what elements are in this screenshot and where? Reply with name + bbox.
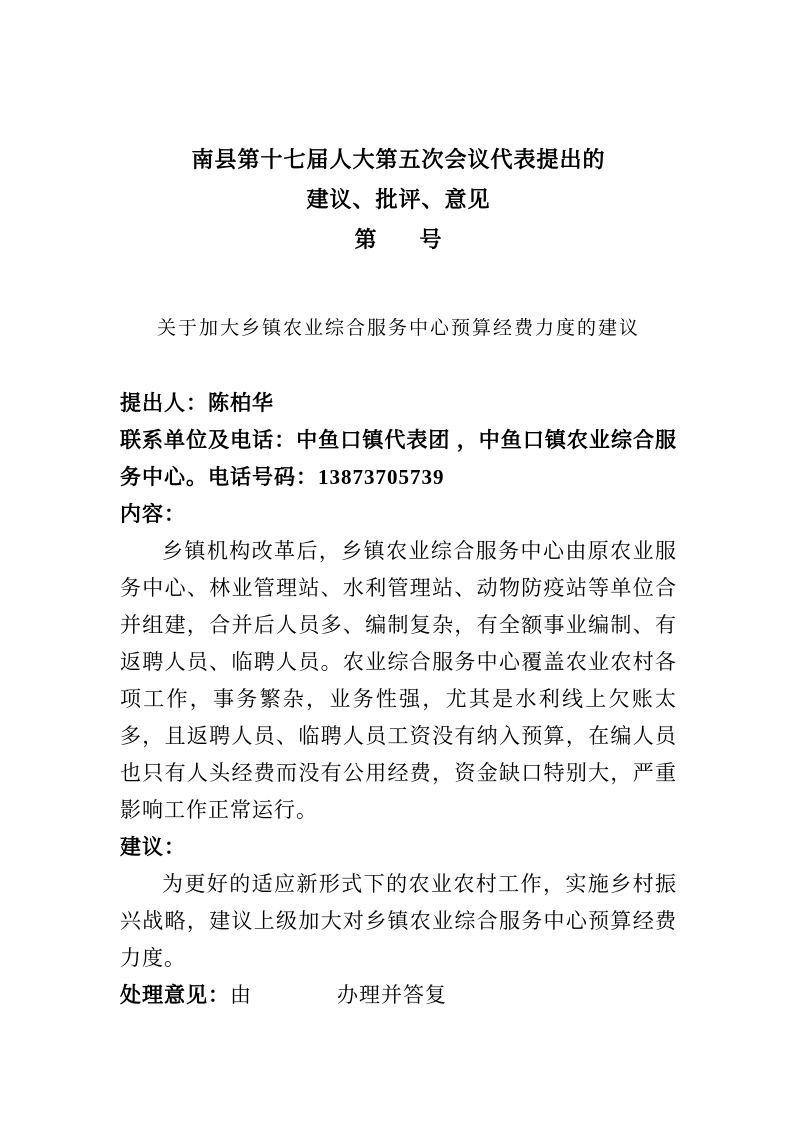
document-title bbox=[120, 140, 677, 260]
suggestion-label: 建议： bbox=[120, 836, 186, 859]
handling-prefix: 由 bbox=[230, 983, 252, 1007]
content-paragraph: 乡镇机构改革后，乡镇农业综合服务中心由原农业服务中心、林业管理站、水利管理站、动物防疫站等单位合并组建，合并后人员多、编制复杂，有全额事业编制、有返聘人员、临聘人员。农业综合服务中心覆盖农业农村各项工作，事务繁杂，业务性强，尤其是水利线上欠账太多，且返聘人员、临聘人员工资没有纳入预算，在编人员也只有人头经费而没有公用经费，资金缺口特别大，严重影响工作正常运行。 bbox=[120, 539, 677, 822]
suggestion-paragraph: 为更好的适应新形式下的农业农村工作，实施乡村振兴战略，建议上级加大对乡镇农业综合服务中心预算经费力度。 bbox=[120, 872, 677, 970]
subject-line: 关于加大乡镇农业综合服务中心预算经费力度的建议 bbox=[156, 318, 640, 339]
title-line-1: 南县第十七届人大第五次会议代表提出的 bbox=[191, 147, 606, 172]
contact-label: 联系单位及电话： bbox=[120, 429, 297, 452]
document-content bbox=[120, 140, 677, 1014]
content-label-line bbox=[120, 496, 677, 533]
handling-suffix: 办理并答复 bbox=[337, 983, 447, 1007]
handling-line bbox=[120, 977, 677, 1014]
proposer-label: 提出人： bbox=[120, 392, 208, 415]
document-body bbox=[120, 385, 677, 1014]
proposer-value: 陈柏华 bbox=[208, 391, 274, 415]
title-line-number bbox=[120, 220, 677, 260]
proposer-line bbox=[120, 385, 677, 422]
contact-value: 中鱼口镇代表团 ，中鱼口镇农业综合服务中心。电话号码：13873705739 bbox=[120, 428, 678, 489]
handling-label: 处理意见： bbox=[120, 984, 230, 1007]
number-suffix: 号 bbox=[419, 227, 443, 252]
title-line-2: 建议、批评、意见 bbox=[306, 187, 491, 212]
content-label: 内容： bbox=[120, 503, 186, 526]
suggestion-label-line bbox=[120, 829, 677, 866]
number-prefix: 第 bbox=[354, 227, 378, 252]
contact-line bbox=[120, 422, 677, 496]
